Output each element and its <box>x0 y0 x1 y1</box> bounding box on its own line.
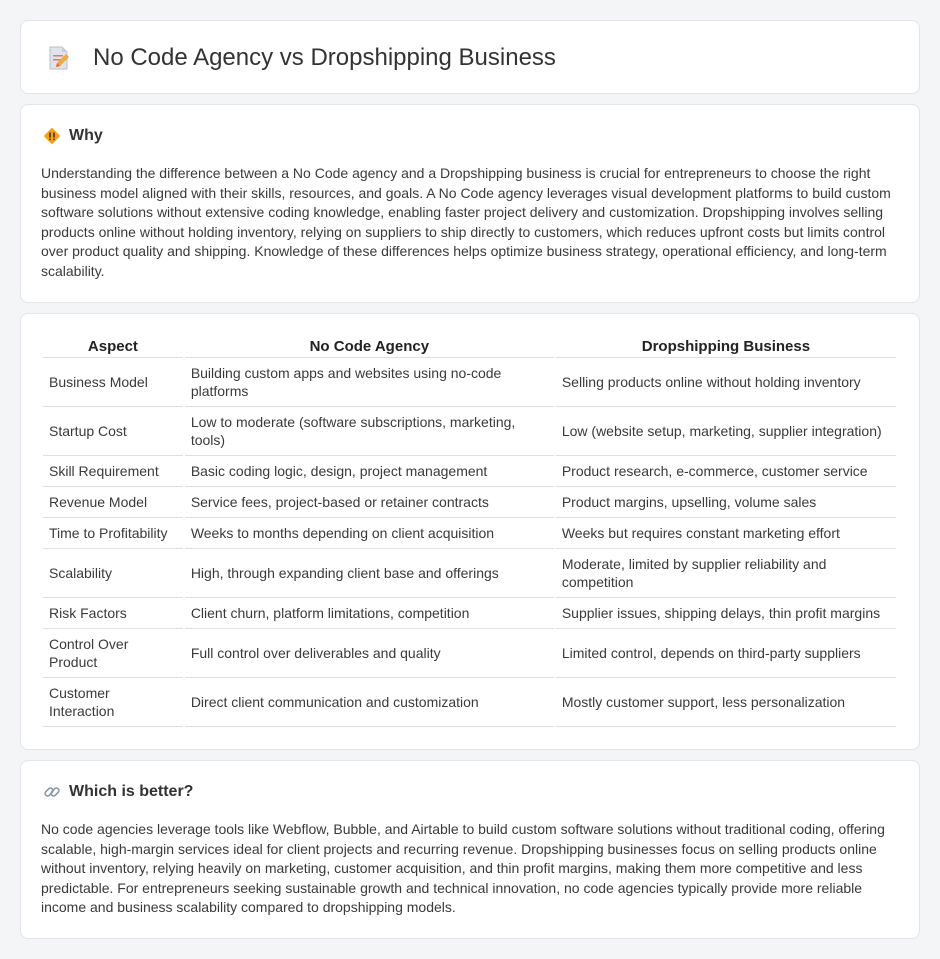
which-is-better-section <box>20 760 920 939</box>
table-cell-dropshipping: Limited control, depends on third-party suppliers <box>556 629 896 678</box>
table-cell-dropshipping: Mostly customer support, less personalization <box>556 678 896 727</box>
table-cell-no-code: Client churn, platform limitations, competition <box>185 598 554 629</box>
better-paragraph: No code agencies leverage tools like Webflow, Bubble, and Airtable to build custom software solutions without traditional coding, offering scalable, high-margin services ideal for client projects and recurring revenue. Dropshipping businesses focus on selling products online without inventory, relying heavily on marketing, customer acquisition, and thin profit margins, making them more competitive and less predictable. For entrepreneurs seeking sustainable growth and technical innovation, no code agencies typically provide more reliable income and business scalability compared to dropshipping models. <box>41 821 885 915</box>
table-cell-dropshipping: Weeks but requires constant marketing effort <box>556 518 896 549</box>
why-paragraph: Understanding the difference between a No Code agency and a Dropshipping business is crucial for entrepreneurs to choose the right business model aligned with their skills, resources, and goals. A No Code agency leverages visual development platforms to build custom software solutions without extensive coding knowledge, enabling faster project delivery and customization. Dropshipping involves selling products online without holding inventory, relying on suppliers to ship directly to customers, which reduces upfront costs but limits control over product quality and shipping. Knowledge of these differences helps optimize business strategy, operational efficiency, and long-term scalability. <box>41 165 891 279</box>
table-cell-dropshipping: Selling products online without holding inventory <box>556 358 896 407</box>
table-row <box>43 678 896 727</box>
table-row <box>43 518 896 549</box>
better-heading <box>43 783 193 801</box>
column-header-no-code-agency: No Code Agency <box>185 335 554 358</box>
table-cell-aspect: Control Over Product <box>43 629 183 678</box>
table-cell-dropshipping: Product margins, upselling, volume sales <box>556 487 896 518</box>
table-cell-aspect: Business Model <box>43 358 183 407</box>
table-cell-aspect: Startup Cost <box>43 407 183 456</box>
table-cell-no-code: Service fees, project-based or retainer contracts <box>185 487 554 518</box>
column-header-dropshipping-business: Dropshipping Business <box>556 335 896 358</box>
table-cell-no-code: High, through expanding client base and offerings <box>185 549 554 598</box>
table-cell-aspect: Scalability <box>43 549 183 598</box>
table-cell-aspect: Risk Factors <box>43 598 183 629</box>
table-row <box>43 487 896 518</box>
table-cell-aspect: Customer Interaction <box>43 678 183 727</box>
table-cell-no-code: Full control over deliverables and quality <box>185 629 554 678</box>
better-title: Which is better? <box>69 783 194 800</box>
why-section <box>20 104 920 303</box>
table-cell-no-code: Building custom apps and websites using no-code platforms <box>185 358 554 407</box>
table-cell-no-code: Direct client communication and customization <box>185 678 554 727</box>
table-row <box>43 358 896 407</box>
page-title-row <box>47 44 556 72</box>
table-row <box>43 549 896 598</box>
column-header-aspect: Aspect <box>43 335 183 358</box>
table-row <box>43 629 896 678</box>
table-row <box>43 598 896 629</box>
table-row <box>43 407 896 456</box>
table-cell-dropshipping: Moderate, limited by supplier reliability and competition <box>556 549 896 598</box>
link-icon <box>43 783 61 801</box>
comparison-section <box>20 313 920 750</box>
table-cell-aspect: Time to Profitability <box>43 518 183 549</box>
comparison-table <box>41 335 898 727</box>
table-row <box>43 456 896 487</box>
table-cell-dropshipping: Product research, e-commerce, customer service <box>556 456 896 487</box>
header-card <box>20 20 920 94</box>
why-heading <box>43 127 103 145</box>
table-cell-no-code: Basic coding logic, design, project management <box>185 456 554 487</box>
document-pencil-icon <box>47 45 71 71</box>
warning-diamond-icon <box>43 127 61 145</box>
table-cell-aspect: Revenue Model <box>43 487 183 518</box>
table-cell-no-code: Weeks to months depending on client acquisition <box>185 518 554 549</box>
table-cell-dropshipping: Supplier issues, shipping delays, thin profit margins <box>556 598 896 629</box>
table-cell-no-code: Low to moderate (software subscriptions, marketing, tools) <box>185 407 554 456</box>
table-header-row <box>43 335 896 358</box>
table-cell-dropshipping: Low (website setup, marketing, supplier integration) <box>556 407 896 456</box>
page-title: No Code Agency vs Dropshipping Business <box>93 44 556 71</box>
why-title: Why <box>69 127 103 144</box>
table-cell-aspect: Skill Requirement <box>43 456 183 487</box>
